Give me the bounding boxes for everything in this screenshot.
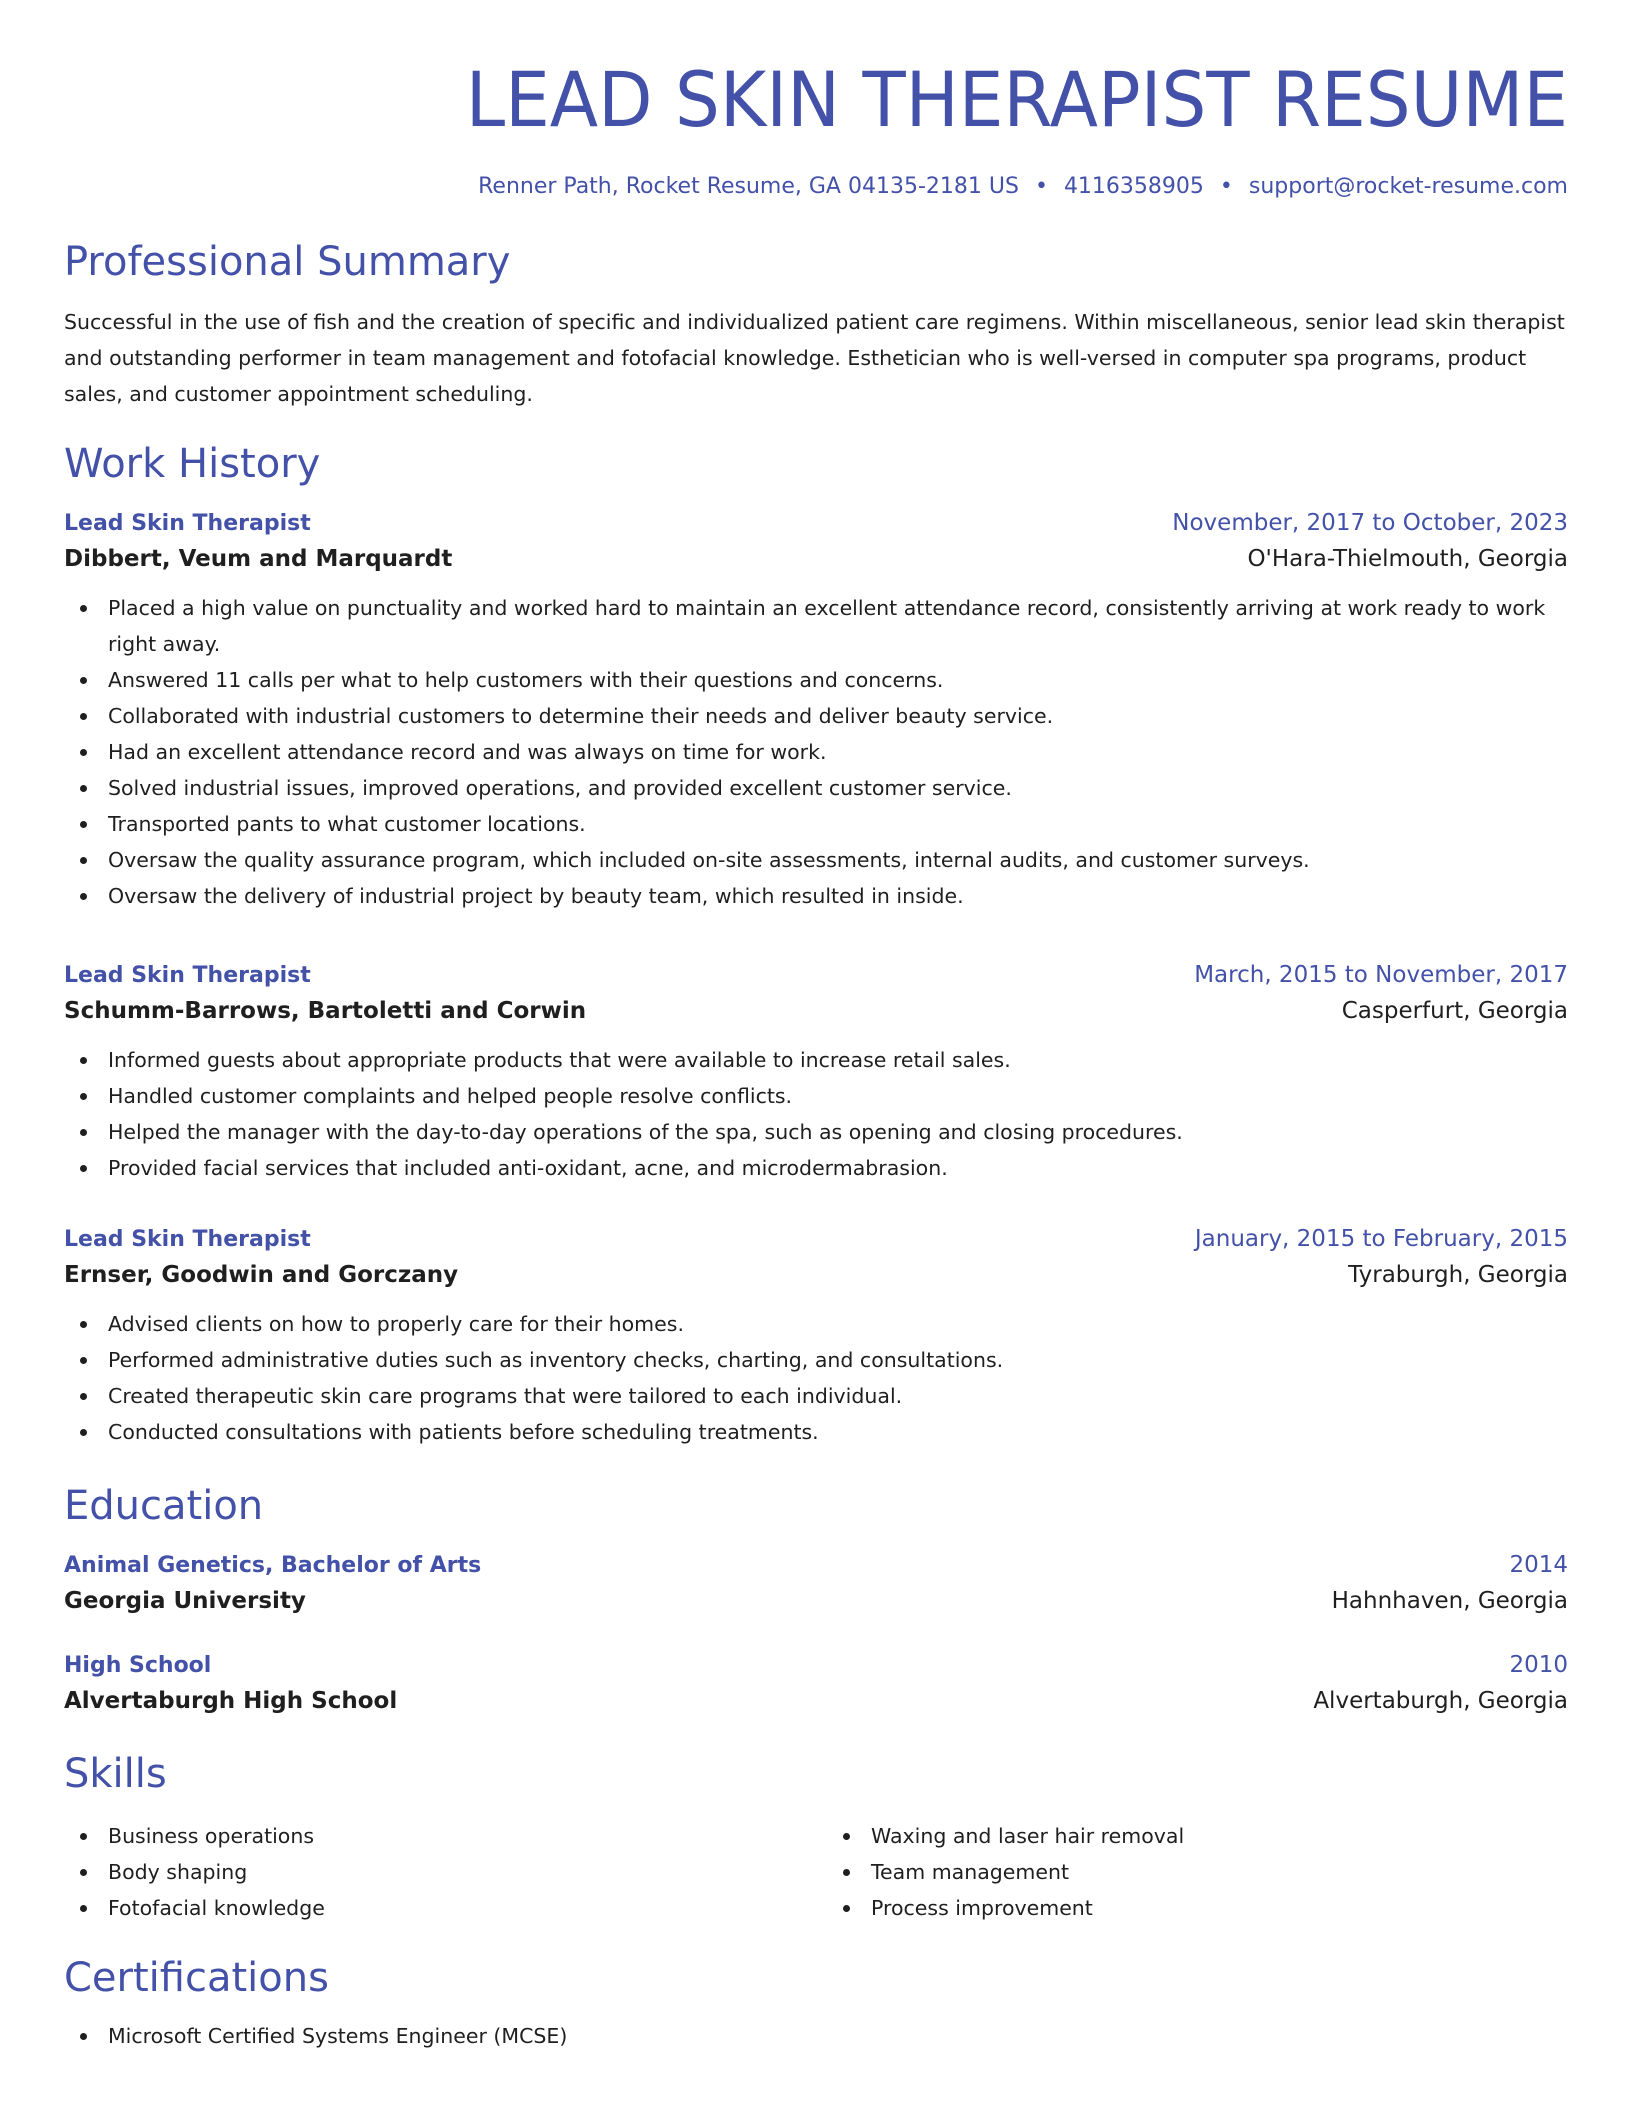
job-bullet: Collaborated with industrial customers to determine their needs and deliver beauty service. xyxy=(64,698,1568,734)
education-entry xyxy=(64,1552,1568,1614)
contact-address: Renner Path, Rocket Resume, GA 04135-2181 US xyxy=(478,174,1019,199)
skill-item: Body shaping xyxy=(64,1854,805,1890)
skills-list-left xyxy=(64,1818,805,1926)
certifications-heading: Certifications xyxy=(64,1955,329,2002)
contact-separator: • xyxy=(1034,174,1048,199)
job-entry xyxy=(64,1226,1568,1450)
job-company: Schumm-Barrows, Bartoletti and Corwin xyxy=(64,998,587,1025)
contact-email: support@rocket-resume.com xyxy=(1248,174,1568,199)
job-company: Dibbert, Veum and Marquardt xyxy=(64,546,453,573)
job-location: Tyraburgh, Georgia xyxy=(1348,1262,1568,1289)
job-bullet: Transported pants to what customer locations. xyxy=(64,806,1568,842)
contact-line xyxy=(64,174,1568,200)
education-entry xyxy=(64,1652,1568,1714)
job-bullet: Oversaw the quality assurance program, which included on-site assessments, internal audits, and customer surveys. xyxy=(64,842,1568,878)
resume-page xyxy=(64,0,1568,2054)
job-bullets xyxy=(64,590,1568,914)
job-bullet: Helped the manager with the day-to-day operations of the spa, such as opening and closing procedures. xyxy=(64,1114,1568,1150)
job-bullet: Created therapeutic skin care programs that were tailored to each individual. xyxy=(64,1378,1568,1414)
certification-item: Microsoft Certified Systems Engineer (MCSE) xyxy=(64,2018,1568,2054)
certifications-list xyxy=(64,2018,1568,2054)
job-location: O'Hara-Thielmouth, Georgia xyxy=(1247,546,1568,573)
job-bullet: Advised clients on how to properly care for their homes. xyxy=(64,1306,1568,1342)
skills-list-right xyxy=(827,1818,1568,1926)
job-bullets xyxy=(64,1306,1568,1450)
job-location: Casperfurt, Georgia xyxy=(1341,998,1568,1025)
job-bullet: Conducted consultations with patients before scheduling treatments. xyxy=(64,1414,1568,1450)
education-school: Georgia University xyxy=(64,1588,306,1615)
skills-heading: Skills xyxy=(64,1751,167,1798)
job-bullet: Had an excellent attendance record and was always on time for work. xyxy=(64,734,1568,770)
skill-item: Process improvement xyxy=(827,1890,1568,1926)
work-history-heading: Work History xyxy=(64,441,321,488)
skill-item: Waxing and laser hair removal xyxy=(827,1818,1568,1854)
job-bullet: Handled customer complaints and helped people resolve conflicts. xyxy=(64,1078,1568,1114)
job-dates: November, 2017 to October, 2023 xyxy=(1172,510,1568,537)
education-degree: Animal Genetics, Bachelor of Arts xyxy=(64,1553,482,1579)
education-location: Hahnhaven, Georgia xyxy=(1331,1588,1568,1615)
job-company: Ernser, Goodwin and Gorczany xyxy=(64,1262,459,1289)
job-role: Lead Skin Therapist xyxy=(64,511,311,537)
contact-separator: • xyxy=(1219,174,1233,199)
education-heading: Education xyxy=(64,1483,264,1530)
education-year: 2014 xyxy=(1509,1552,1568,1579)
job-bullet: Solved industrial issues, improved operations, and provided excellent customer service. xyxy=(64,770,1568,806)
resume-title: LEAD SKIN THERAPIST RESUME xyxy=(465,55,1569,144)
job-bullet: Placed a high value on punctuality and worked hard to maintain an excellent attendance record, consistently arriving at work ready to work right away. xyxy=(64,590,1568,662)
education-location: Alvertaburgh, Georgia xyxy=(1313,1688,1568,1715)
summary-heading: Professional Summary xyxy=(64,239,511,286)
education-school: Alvertaburgh High School xyxy=(64,1688,398,1715)
summary-text: Successful in the use of fish and the creation of specific and individualized patient care regimens. Within miscellaneous, senior lead skin therapist and outstanding performer in team management and fotofacial knowledge. Esthetician who is well-versed in computer spa programs, product sales, and customer appointment scheduling. xyxy=(64,310,1565,407)
job-role: Lead Skin Therapist xyxy=(64,963,311,989)
job-bullet: Answered 11 calls per what to help customers with their questions and concerns. xyxy=(64,662,1568,698)
job-bullet: Informed guests about appropriate products that were available to increase retail sales. xyxy=(64,1042,1568,1078)
job-bullets xyxy=(64,1042,1568,1186)
job-role: Lead Skin Therapist xyxy=(64,1227,311,1253)
job-bullet: Provided facial services that included anti-oxidant, acne, and microdermabrasion. xyxy=(64,1150,1568,1186)
skills-grid xyxy=(64,1818,1568,1926)
job-entry xyxy=(64,962,1568,1186)
education-degree: High School xyxy=(64,1653,212,1679)
skill-item: Team management xyxy=(827,1854,1568,1890)
job-bullet: Performed administrative duties such as inventory checks, charting, and consultations. xyxy=(64,1342,1568,1378)
job-bullet: Oversaw the delivery of industrial project by beauty team, which resulted in inside. xyxy=(64,878,1568,914)
skill-item: Business operations xyxy=(64,1818,805,1854)
job-dates: January, 2015 to February, 2015 xyxy=(1194,1226,1568,1253)
contact-phone: 4116358905 xyxy=(1063,174,1204,199)
resume-header xyxy=(64,0,1568,200)
education-year: 2010 xyxy=(1509,1652,1568,1679)
job-dates: March, 2015 to November, 2017 xyxy=(1194,962,1568,989)
job-entry xyxy=(64,510,1568,914)
skill-item: Fotofacial knowledge xyxy=(64,1890,805,1926)
